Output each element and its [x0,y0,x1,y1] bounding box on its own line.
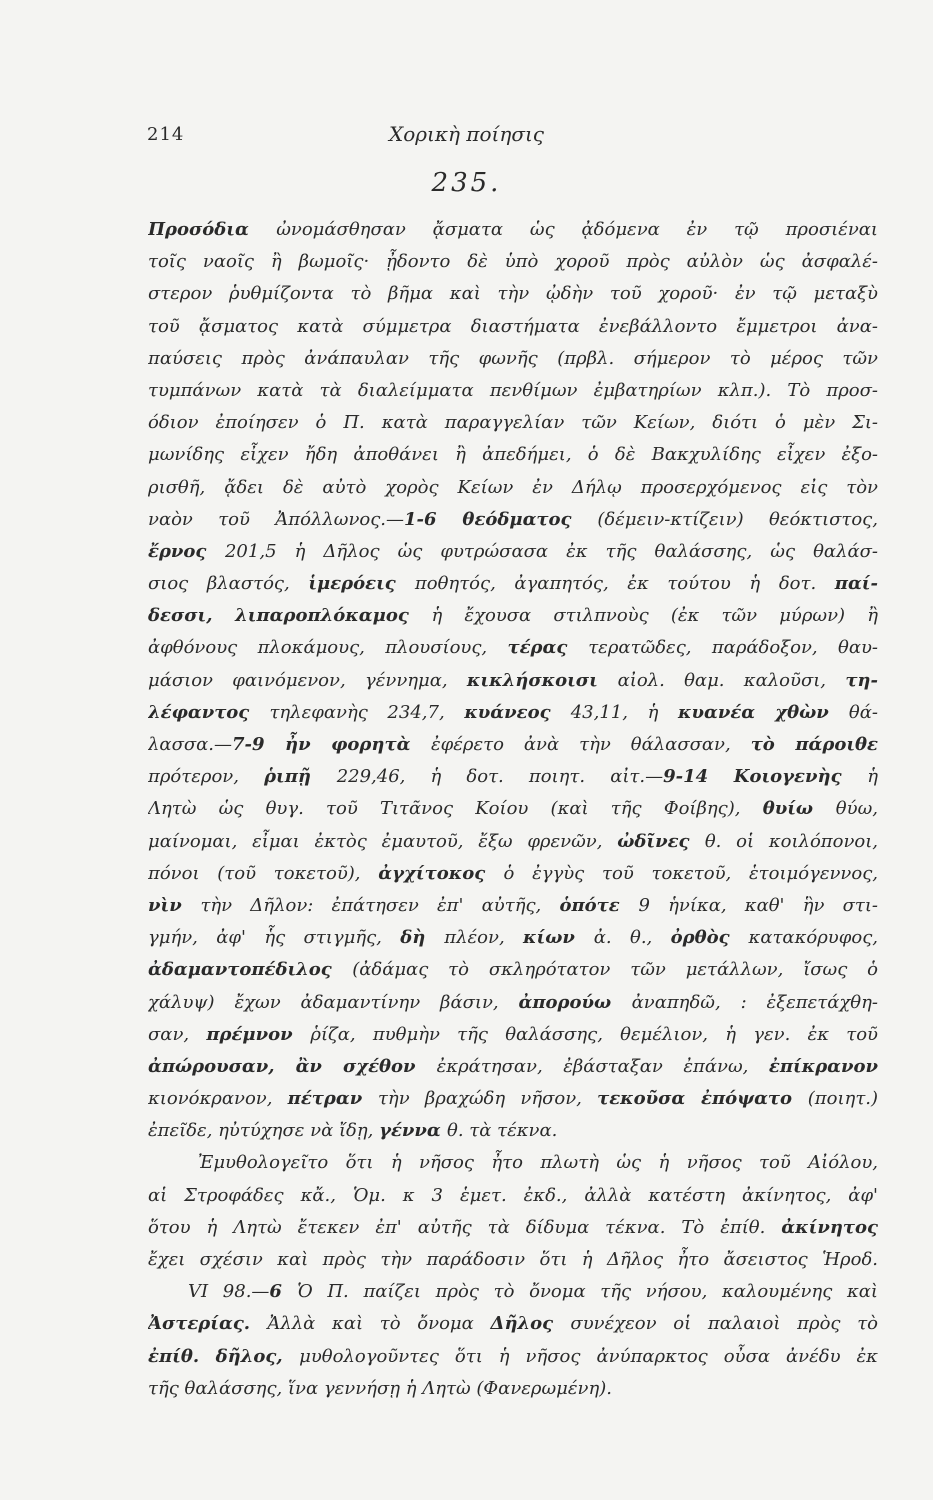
gloss-text: 201,5 ἡ Δῆλος ὡς φυτρώσασα ἐκ τῆς θαλάσσης, ὡς θαλάσ- [224,540,878,562]
lemma-text: παί- [834,573,878,595]
lemma-text: ὁπότε [559,894,639,916]
text-line [148,1212,878,1244]
lemma-text: Ἀστερίας. [148,1313,268,1335]
gloss-text: VI 98.— [188,1281,270,1303]
lemma-text: ἔρνος [148,540,225,562]
text-line [148,954,878,986]
gloss-text: 9 ἡνίκα, καθ' ἣν στι- [638,894,878,916]
lemma-text: ἀγχίτοκος [378,862,504,884]
gloss-text: θά- [848,701,878,723]
text-line [148,761,878,793]
gloss-text: ἡ ἔχουσα στιλπνοὺς (ἐκ τῶν μύρων) ἢ [431,605,878,627]
gloss-text: παύσεις πρὸς ἀνάπαυλαν τῆς φωνῆς (πρβλ. σήμερον τὸ μέρος τῶν [148,347,878,369]
gloss-text: αἰολ. θαμ. καλοῦσι, [617,669,846,691]
lemma-text: τὸ πάροιθε [750,734,878,755]
lemma-text: 6 [269,1281,298,1303]
lemma-text: δὴ [400,927,445,949]
gloss-text: ὅτου ἡ Λητὼ ἔτεκεν ἐπ' αὐτῆς τὰ δίδυμα τέκνα. Τὸ ἐπίθ. [148,1216,782,1238]
lemma-text: κίων [523,927,594,949]
gloss-text: μάσιον φαινόμενον, γέννημα, [148,669,467,691]
text-line [148,504,878,536]
lemma-text: τη- [845,669,878,691]
gloss-text: τηλεφανὴς 234,7, [269,701,465,723]
gloss-text: τὴν Δῆλον: [200,894,332,916]
text-line [148,697,878,729]
lemma-text: ἀπορούω [518,991,632,1013]
lemma-text: θυίω [762,798,836,820]
text-line [148,472,878,504]
gloss-text: (ἀδάμας τὸ σκληρότατον τῶν μετάλλων, ἴσως ὁ [352,959,878,981]
commentary-text [148,214,878,1405]
gloss-text: ἀφθόνους πλοκάμους, πλουσίους, [148,637,508,659]
lemma-text: ἀδαμαντοπέδιλος [148,959,353,981]
gloss-text: συνέχεον οἱ παλαιοὶ πρὸς τὸ [570,1313,878,1335]
lemma-text: πρέμνον [206,1023,311,1045]
lemma-text: Δῆλος [490,1313,571,1335]
gloss-text: ἀναπηδῶ, : ἐξεπετάχθη- [631,991,878,1013]
text-line [148,665,878,697]
text-line [148,890,878,922]
lemma-text: ῥιπῇ [264,766,337,788]
gloss-text: τοῖς ναοῖς ἢ βωμοῖς· ᾖδοντο δὲ ὑπὸ χοροῦ πρὸς αὐλὸν ὡς ἀσφαλέ- [148,251,878,273]
gloss-text: τῆς θαλάσσης, ἵνα γεννήσῃ ἡ Λητὼ (Φανερωμένη). [148,1377,613,1399]
text-line [148,1276,878,1308]
lemma-text: γέννα [379,1120,447,1142]
gloss-text: πόνοι (τοῦ τοκετοῦ), [148,862,379,884]
gloss-text: Λητὼ ὡς θυγ. τοῦ Τιτᾶνος Κοίου (καὶ τῆς Φοίβης), [148,798,763,820]
gloss-text: Ἀλλὰ καὶ τὸ ὄνομα [267,1313,491,1335]
text-line [148,858,878,890]
text-line [148,600,878,632]
gloss-text: θύω, [835,798,878,820]
lemma-text: ἀκίνητος [781,1216,878,1238]
gloss-text: ὠνομάσθησαν ᾄσματα ὡς ᾀδόμενα ἐν τῷ προσιέναι [276,219,878,240]
lemma-text: Προσόδια [148,219,277,240]
gloss-text: ῥίζα, πυθμὴν τῆς θαλάσσης, θεμέλιον, ἡ γεν. ἐκ τοῦ [310,1023,878,1045]
gloss-text: όδιον ἐποίησεν ὁ Π. κατὰ παραγγελίαν τῶν Κείων, διότι ὁ μὲν Σι- [148,412,878,434]
gloss-text: θ. οἱ κοιλόπονοι, [704,830,878,852]
gloss-text: ἐπάτησεν ἐπ' αὐτῆς, [331,894,560,916]
lemma-text: κικλήσκοισι [466,669,618,691]
text-line [148,1083,878,1115]
running-title: Χορικὴ ποίησις [388,122,545,146]
gloss-text: 229,46, ἡ δοτ. ποιητ. αἰτ.— [336,766,664,788]
text-line [148,1244,878,1276]
gloss-text: (δέμειν-κτίζειν) θεόκτιστος, [597,508,878,530]
gloss-text: ἐφέρετο ἀνὰ τὴν θάλασσαν, [430,734,751,755]
text-line [148,1180,878,1212]
lemma-text: πέτραν [287,1088,378,1110]
lemma-text: κυάνεος [464,701,571,723]
gloss-text: σαν, [148,1023,207,1045]
gloss-text: ὁ ἐγγὺς τοῦ τοκετοῦ, ἑτοιμόγεννος, [503,862,878,884]
section-number: 235. [431,168,502,198]
gloss-text: πρότερον, [148,766,265,788]
lemma-text: ἀπώρουσαν, ἂν σχέθον [148,1055,437,1077]
lemma-text: νὶν [148,894,201,916]
lemma-text: 7-9 ἦν [232,734,332,755]
text-line [148,1051,878,1083]
gloss-text: 43,11, ἡ [570,701,678,723]
gloss-text: γμήν, ἀφ' ἧς στιγμῆς, [148,927,401,949]
gloss-text: χάλυψ) ἔχων ἀδαμαντίνην βάσιν, [148,991,519,1013]
text-line [148,632,878,664]
text-line [148,246,878,278]
lemma-text: τέρας [507,637,589,659]
text-line [148,407,878,439]
lemma-text: δεσσι, λιπαροπλόκαμος [148,605,432,627]
gloss-text: σιος βλαστός, [148,573,309,595]
gloss-text: τυμπάνων κατὰ τὰ διαλείμματα πενθίμων ἐμβατηρίων κλπ.). Τὸ προσ- [148,379,878,401]
gloss-text: (ποιητ.) [807,1088,878,1110]
text-line [148,439,878,471]
gloss-text: τερατῶδες, παράδοξον, θαυ- [588,637,878,659]
gloss-text: μυθολογοῦντες ὅτι ἡ νῆσος ἀνύπαρκτος οὖσα ἀνέδυ ἐκ [299,1345,878,1367]
lemma-text: ὠδῖνες [617,830,705,852]
text-line [148,922,878,954]
lemma-text: λέφαντος [148,701,270,723]
text-line [148,1373,878,1405]
text-line [148,729,878,761]
lemma-text: ἐπίκρανον [768,1055,878,1077]
text-line [148,536,878,568]
page-number: 214 [147,124,185,145]
text-line [148,1019,878,1051]
gloss-text: ναὸν τοῦ Ἀπόλλωνος.— [148,508,405,530]
gloss-text: λασσα.— [148,734,233,755]
text-line [148,343,878,375]
gloss-text: ἐκράτησαν, ἐβάσταξαν ἐπάνω, [436,1055,769,1077]
gloss-text: κατακόρυφος, [748,927,878,949]
text-line [148,1115,878,1147]
text-line [148,1308,878,1340]
text-line [148,311,878,343]
gloss-text: πλέον, [444,927,524,949]
text-line [148,826,878,858]
gloss-text: ἔχει σχέσιν καὶ πρὸς τὴν παράδοσιν ὅτι ἡ Δῆλος ἦτο ἄσειστος Ἡροδ. [148,1249,878,1270]
text-line [148,987,878,1019]
lemma-text: φορητὰ [331,734,431,755]
text-line [148,375,878,407]
lemma-text: ὀρθὸς [670,927,749,949]
gloss-text: Ἐμυθολογεῖτο ὅτι ἡ νῆσος ἦτο πλωτὴ ὡς ἡ νῆσος τοῦ Αἰόλου, [198,1152,878,1174]
text-line [148,793,878,825]
text-line [148,568,878,600]
lemma-text: ἱμερόεις [308,573,415,595]
gloss-text: στερον ῥυθμίζοντα τὸ βῆμα καὶ τὴν ᾠδὴν τοῦ χοροῦ· ἐν τῷ μεταξὺ [148,283,878,305]
lemma-text: τεκοῦσα ἐπόψατο [597,1088,808,1110]
gloss-text: μαίνομαι, εἶμαι ἐκτὸς ἐμαυτοῦ, ἔξω φρενῶν, [148,830,618,852]
gloss-text: τοῦ ᾄσματος κατὰ σύμμετρα διαστήματα ἐνεβάλλοντο ἔμμετροι ἀνα- [148,315,878,337]
text-line [148,1147,878,1179]
gloss-text: κιονόκρανον, [148,1088,288,1110]
gloss-text: ἐπεῖδε, ηὐτύχησε νὰ ἴδῃ, [148,1120,380,1142]
lemma-text: 9-14 Κοιογενὴς [663,766,868,788]
gloss-text: θ. τὰ τέκνα. [447,1120,558,1142]
gloss-text: αἱ Στροφάδες κἄ., Ὁμ. κ 3 ἑμετ. ἐκδ., ἀλλὰ κατέστη ἀκίνητος, ἀφ' [148,1184,878,1206]
lemma-text: ἐπίθ. δῆλος, [148,1345,300,1367]
text-line [148,1341,878,1373]
lemma-text: κυανέα χθὼν [678,701,849,723]
gloss-text: ποθητός, ἀγαπητός, ἐκ τούτου ἡ δοτ. [414,573,835,595]
gloss-text: ἡ [867,766,878,788]
text-line [148,278,878,310]
gloss-text: ἀ. θ., [593,927,671,949]
gloss-text: Ὁ Π. παίζει πρὸς τὸ ὄνομα τῆς νήσου, καλουμένης καὶ [297,1281,878,1303]
gloss-text: ρισθῆ, ᾄδει δὲ αὐτὸ χορὸς Κείων ἐν Δήλῳ προσερχόμενος εἰς τὸν [148,476,878,498]
lemma-text: 1-6 θεόδματος [404,508,598,530]
text-line [148,214,878,246]
gloss-text: μωνίδης εἶχεν ἤδη ἀποθάνει ἢ ἀπεδήμει, ὁ δὲ Βακχυλίδης εἶχεν ἐξο- [148,444,878,466]
gloss-text: τὴν βραχώδη νῆσον, [377,1088,598,1110]
